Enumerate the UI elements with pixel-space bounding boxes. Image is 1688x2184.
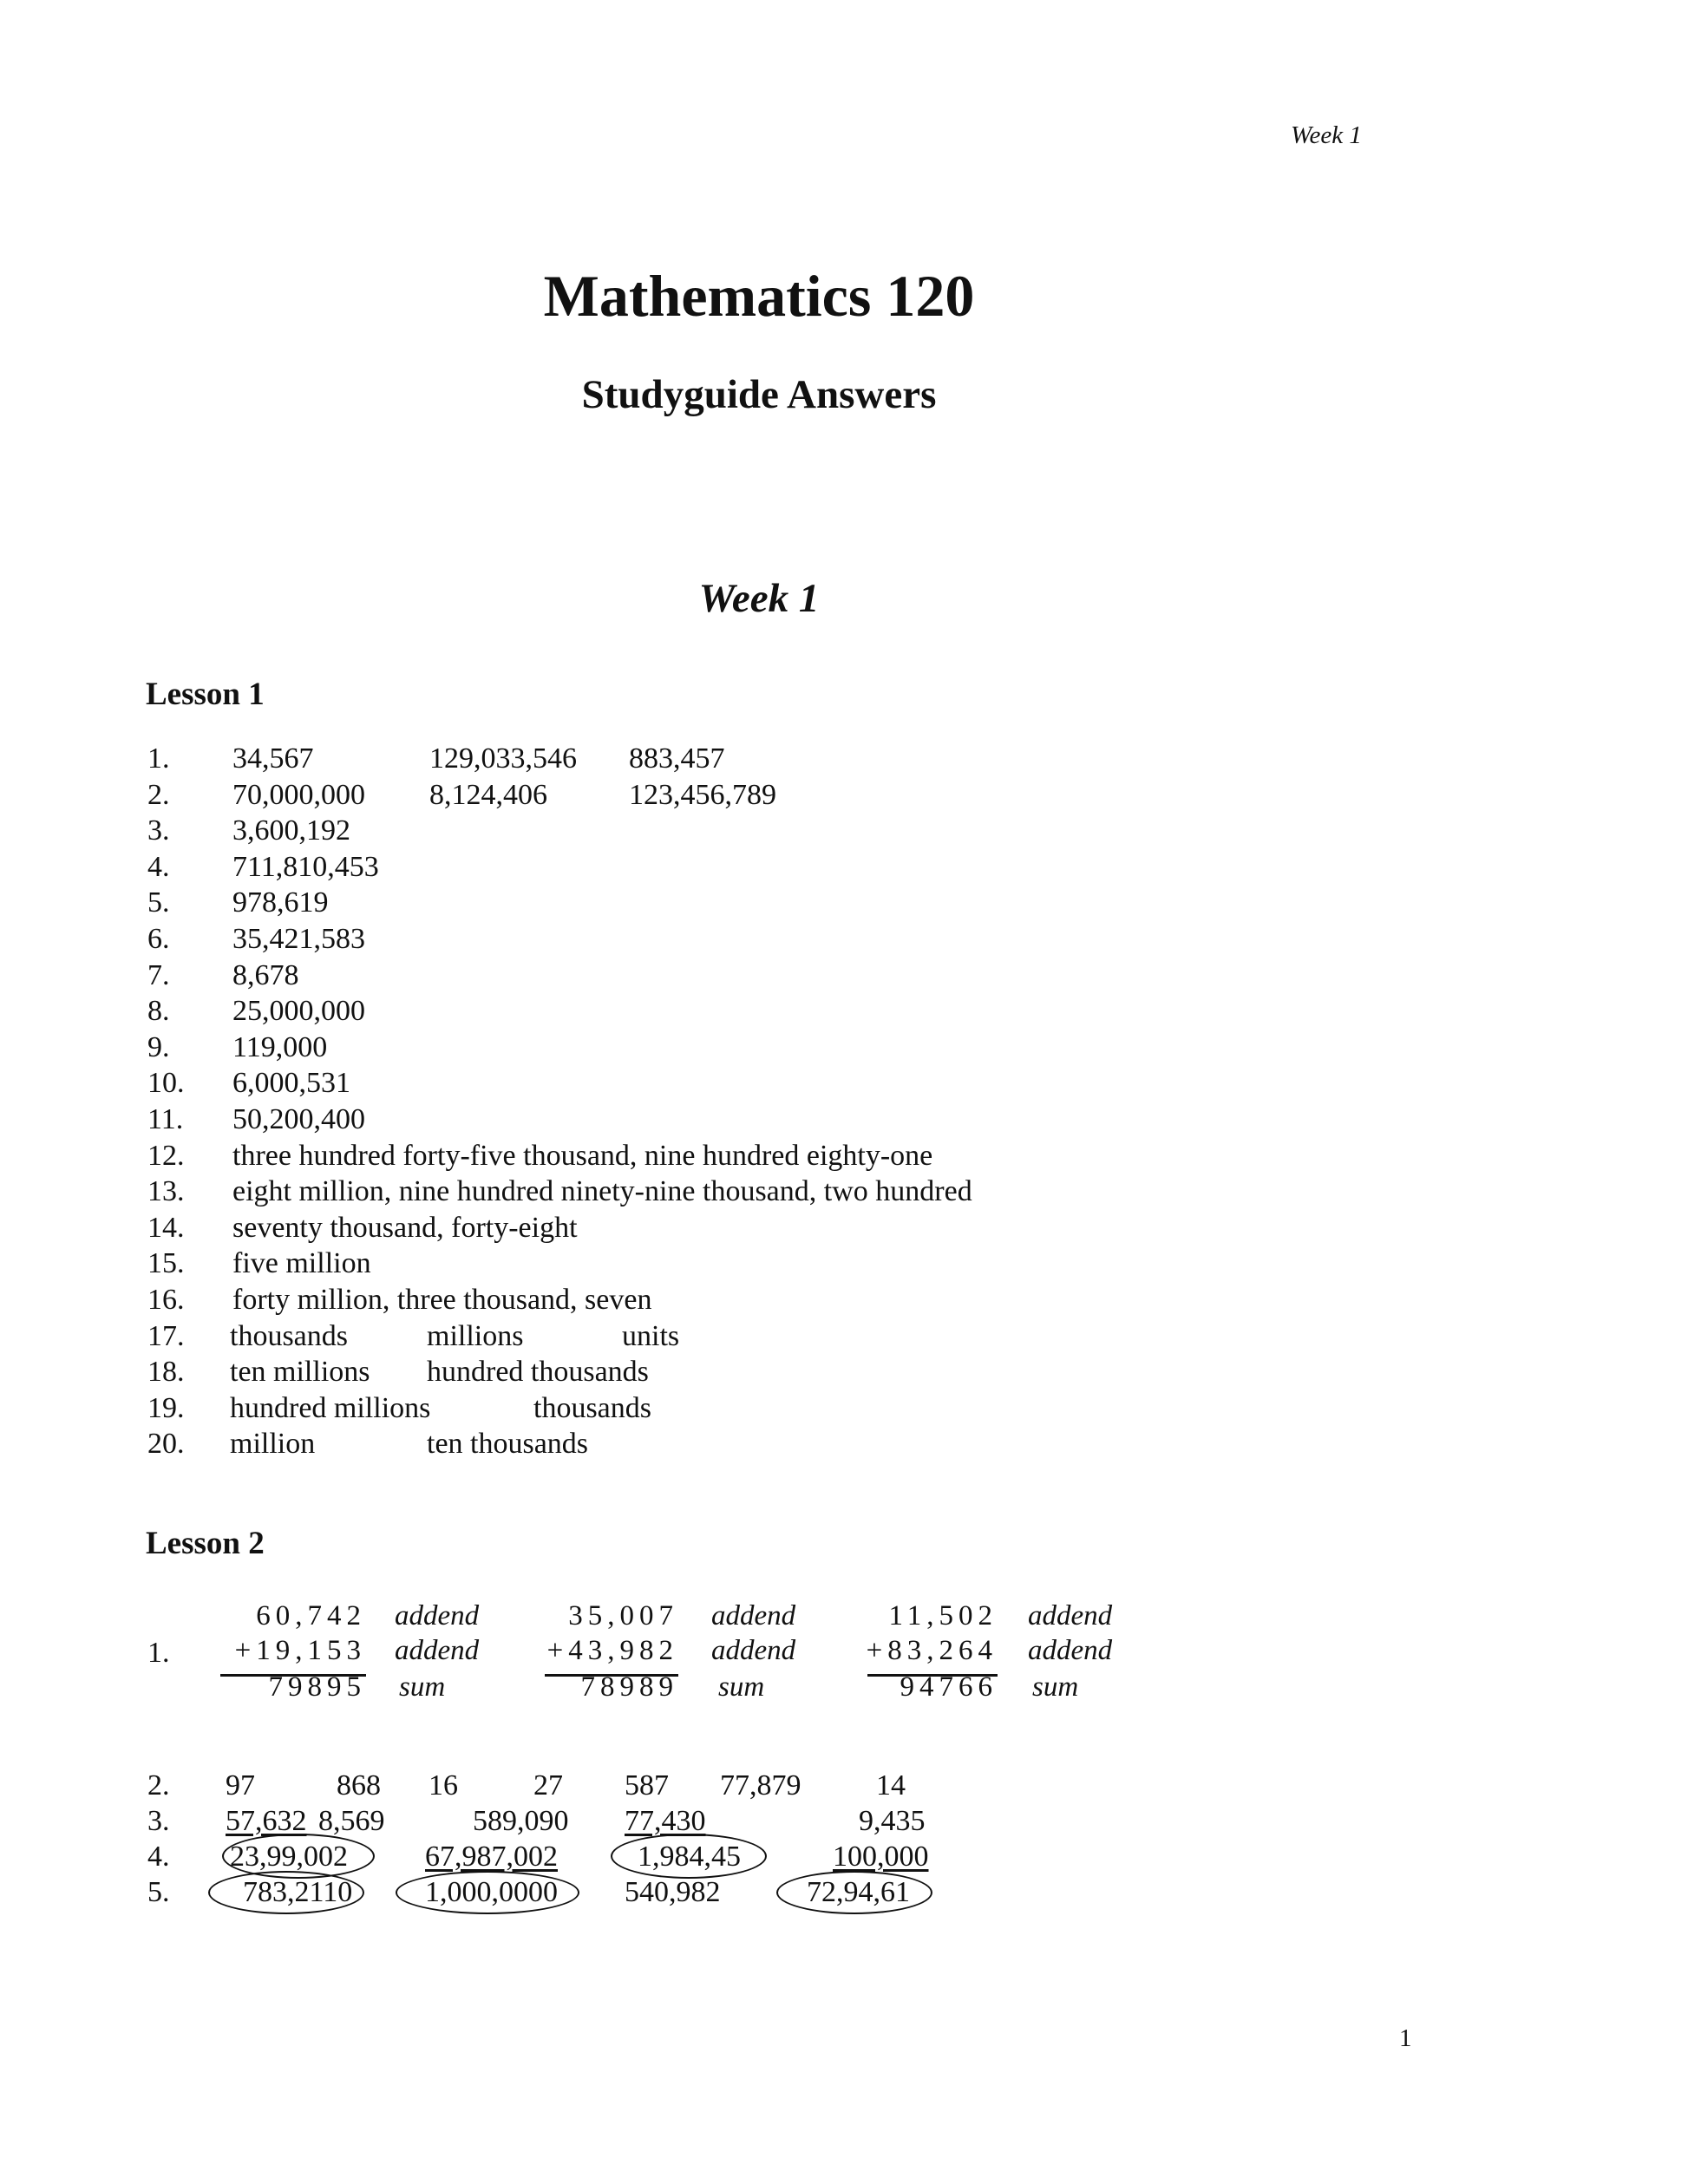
item-number: 13.	[147, 1175, 185, 1208]
answer: 589,090	[473, 1805, 569, 1837]
addend-label: addend	[395, 1600, 480, 1631]
answer: 67,987,002	[425, 1841, 558, 1873]
week-heading: Week 1	[698, 576, 820, 621]
circle-mark	[396, 1871, 579, 1914]
circled-answer: 1,000,0000	[425, 1876, 558, 1908]
circle-mark	[611, 1834, 767, 1879]
addend-1: 11,502	[888, 1600, 998, 1631]
page-number: 1	[1399, 2024, 1412, 2052]
answer: thousands	[533, 1391, 651, 1424]
item-number: 1.	[147, 742, 170, 775]
circle-mark	[208, 1871, 364, 1914]
answer: 711,810,453	[232, 850, 379, 883]
answer: 27	[533, 1769, 563, 1801]
answer: 97	[226, 1769, 255, 1801]
item-number: 8.	[147, 995, 170, 1028]
answer: 978,619	[232, 886, 329, 919]
answer: hundred thousands	[427, 1356, 649, 1389]
addition-problem	[859, 1600, 998, 1713]
answer: 587	[625, 1769, 669, 1801]
answer: 70,000,000	[232, 778, 365, 811]
addend-2: +43,982	[546, 1635, 678, 1666]
sum-value: 79895	[268, 1671, 366, 1703]
answer: 123,456,789	[629, 778, 776, 811]
addend-label: addend	[1028, 1600, 1113, 1631]
answer: 14	[876, 1769, 906, 1801]
running-head: Week 1	[1291, 121, 1362, 149]
lesson-2-heading: Lesson 2	[146, 1526, 265, 1561]
addend-2: +83,264	[866, 1635, 998, 1666]
addend-2: +19,153	[234, 1635, 366, 1666]
answer: ten millions	[230, 1356, 370, 1389]
answer: 8,678	[232, 958, 299, 991]
addend-label: addend	[395, 1635, 480, 1666]
circle-mark	[776, 1871, 932, 1914]
item-number: 9.	[147, 1030, 170, 1063]
answer: five million	[232, 1247, 371, 1280]
item-number: 4.	[147, 850, 170, 883]
answer: 100,000	[833, 1841, 929, 1873]
answer: 77,879	[720, 1769, 801, 1801]
sum-label: sum	[399, 1671, 446, 1703]
answer: 57,632	[226, 1805, 307, 1837]
item-number: 7.	[147, 958, 170, 991]
item-number: 3.	[147, 1805, 170, 1837]
item-number: 16.	[147, 1284, 185, 1316]
sum-value: 94766	[900, 1671, 998, 1703]
answer: 540,982	[625, 1876, 721, 1908]
answer: millions	[427, 1319, 524, 1352]
answer: hundred millions	[230, 1391, 431, 1424]
addend-label: addend	[711, 1600, 796, 1631]
answer: thousands	[230, 1319, 348, 1352]
item-number: 10.	[147, 1067, 185, 1100]
answer: 8,569	[318, 1805, 385, 1837]
circled-answer: 1,984,45	[638, 1841, 741, 1873]
item-number: 15.	[147, 1247, 185, 1280]
sum-label: sum	[718, 1671, 765, 1703]
item-number: 18.	[147, 1356, 185, 1389]
addend-label: addend	[711, 1635, 796, 1666]
answer: units	[622, 1319, 680, 1352]
addend-label: addend	[1028, 1635, 1113, 1666]
answer: seventy thousand, forty-eight	[232, 1211, 578, 1244]
addition-problem	[217, 1600, 366, 1713]
addend-1: 60,742	[256, 1600, 366, 1631]
page-title: Mathematics 120	[543, 263, 975, 329]
item-number: 6.	[147, 923, 170, 955]
item-number: 14.	[147, 1211, 185, 1244]
sum-value: 78989	[580, 1671, 678, 1703]
answer: ten thousands	[427, 1428, 589, 1461]
circled-answer: 23,99,002	[230, 1841, 348, 1873]
answer: three hundred forty-five thousand, nine hundred eighty-one	[232, 1139, 933, 1172]
circled-answer: 783,2110	[243, 1876, 353, 1908]
item-number: 5.	[147, 886, 170, 919]
item-number: 3.	[147, 814, 170, 847]
item-number: 2.	[147, 1769, 170, 1801]
answer: forty million, three thousand, seven	[232, 1284, 652, 1316]
answer: 6,000,531	[232, 1067, 350, 1100]
answer: eight million, nine hundred ninety-nine thousand, two hundred	[232, 1175, 972, 1208]
item-number: 17.	[147, 1319, 185, 1352]
lesson-1-heading: Lesson 1	[146, 677, 265, 712]
answer: 35,421,583	[232, 923, 365, 955]
item-number: 4.	[147, 1841, 170, 1873]
item-number: 11.	[147, 1103, 184, 1135]
answer: 9,435	[859, 1805, 926, 1837]
addition-problem	[538, 1600, 678, 1713]
item-number: 5.	[147, 1876, 170, 1908]
page-subtitle: Studyguide Answers	[581, 372, 937, 417]
item-number: 19.	[147, 1391, 185, 1424]
answer: 3,600,192	[232, 814, 350, 847]
item-number: 20.	[147, 1428, 185, 1461]
answer: 34,567	[232, 742, 314, 775]
answer: 8,124,406	[429, 778, 547, 811]
answer: 16	[429, 1769, 458, 1801]
answer: 119,000	[232, 1030, 328, 1063]
addend-1: 35,007	[568, 1600, 678, 1631]
answer: 50,200,400	[232, 1103, 365, 1135]
item-number: 12.	[147, 1139, 185, 1172]
circled-answer: 72,94,61	[807, 1876, 910, 1908]
answer: million	[230, 1428, 316, 1461]
item-number: 2.	[147, 778, 170, 811]
sum-label: sum	[1032, 1671, 1079, 1703]
answer: 868	[337, 1769, 381, 1801]
item-number: 1.	[147, 1637, 170, 1669]
answer: 129,033,546	[429, 742, 577, 775]
answer: 883,457	[629, 742, 725, 775]
answer: 25,000,000	[232, 995, 365, 1028]
answer: 77,430	[625, 1805, 706, 1837]
